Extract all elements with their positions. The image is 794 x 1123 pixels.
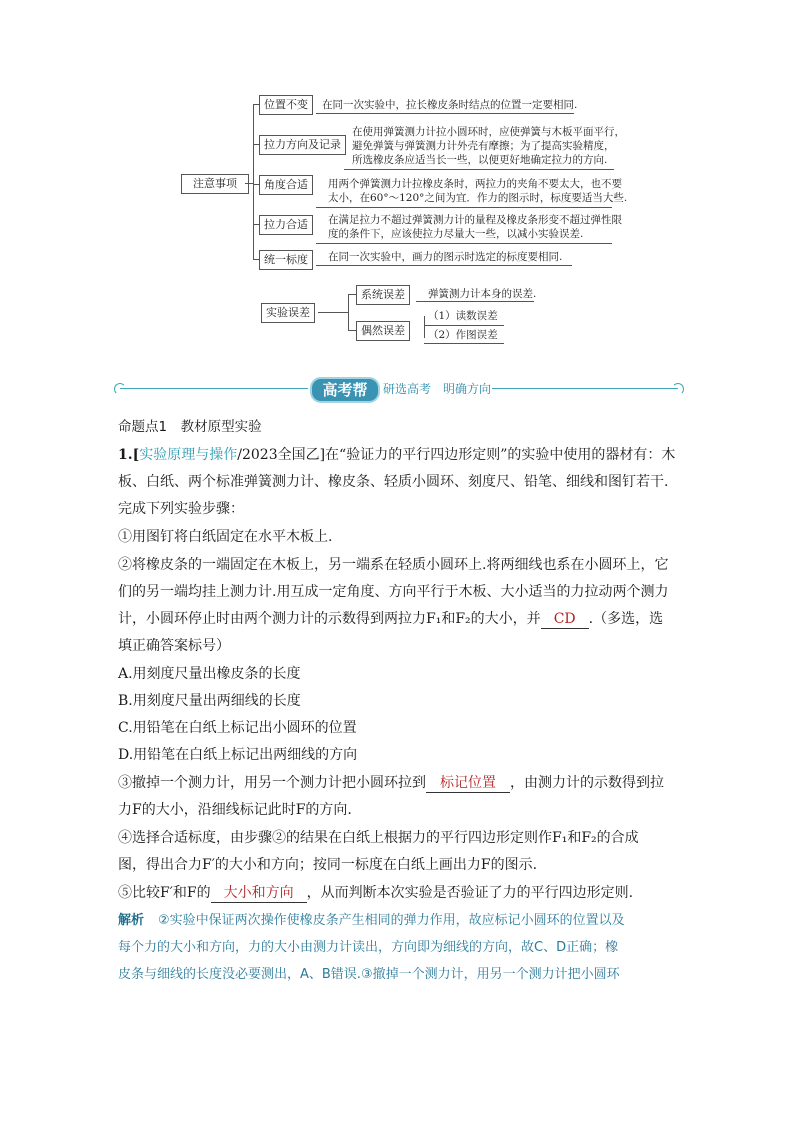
- question-tag: 实验原理与操作: [139, 447, 238, 463]
- mindmap-random-error-note-1: （1）读数误差: [428, 310, 498, 322]
- question-line-1: [118, 446, 675, 464]
- option-b: B.用刻度尺量出两细线的长度: [118, 693, 301, 709]
- step-2-text: 计，小圆环停止时由两个测力计的示数得到两拉力F₁和F₂的大小，并: [118, 611, 541, 627]
- connector: [318, 312, 348, 313]
- connector: [348, 294, 349, 330]
- banner-line-left: [120, 388, 308, 389]
- connector: [253, 104, 254, 259]
- mindmap-system-error: 系统误差: [356, 285, 410, 305]
- underline: [344, 169, 614, 170]
- mindmap-item-force-direction: 拉力方向及记录: [259, 135, 346, 155]
- step-5: [118, 884, 633, 903]
- mindmap-random-error: 偶然误差: [356, 321, 410, 341]
- banner-curl-right: [672, 383, 684, 395]
- step-2-suffix: .（多选，选: [588, 611, 664, 627]
- step-2-line-1: ②将橡皮条的一端固定在木板上，另一端系在轻质小圆环上.将两细线也系在小圆环上，它: [118, 557, 669, 573]
- step-4-line-1: ④选择合适标度，由步骤②的结果在白纸上根据力的平行四边形定则作F₁和F₂的合成: [118, 830, 639, 846]
- question-source: /2023全国乙]在“验证力的平行四边形定则”的实验中使用的器材有：木: [237, 447, 676, 463]
- step-5-text: ⑤比较F′和F的: [118, 885, 211, 901]
- mindmap-note-angle-1: 用两个弹簧测力计拉橡皮条时，两拉力的夹角不要太大，也不要: [328, 178, 622, 190]
- underline: [316, 207, 612, 208]
- underline: [316, 113, 574, 114]
- connector: [245, 183, 253, 184]
- step-2-line-4: 填正确答案标号）: [118, 638, 230, 654]
- mindmap-system-error-note: 弹簧测力计本身的误差.: [428, 288, 537, 300]
- banner-badge: 高考帮: [310, 377, 380, 403]
- step-1: ①用图钉将白纸固定在水平木板上.: [118, 529, 333, 545]
- question-line-2: 板、白纸、两个标准弹簧测力计、橡皮条、轻质小圆环、刻度尺、铅笔、细线和图钉若干.: [118, 474, 669, 490]
- mindmap-item-force-size: 拉力合适: [259, 215, 313, 235]
- step-2-line-3: [118, 610, 663, 629]
- step-5-suffix: ，从而判断本次实验是否验证了力的平行四边形定则.: [306, 885, 634, 901]
- question-number: 1.[: [118, 447, 140, 463]
- banner-line-right: [492, 388, 678, 389]
- step-2-line-2: 们的另一端均挂上测力计.用互成一定角度、方向平行于木板、大小适当的力拉动两个测力: [118, 584, 669, 600]
- option-d: D.用铅笔在白纸上标记出两细线的方向: [118, 747, 358, 763]
- solution-text-1: ②实验中保证两次操作使橡皮条产生相同的弹力作用，故应标记小圆环的位置以及: [158, 913, 625, 928]
- solution-label: 解析: [118, 913, 145, 928]
- mindmap-note-force-direction-2: 避免弹簧与弹簧测力计外壳有摩擦；为了提高实验精度，: [352, 140, 615, 152]
- connector: [424, 316, 425, 338]
- solution-line-1: [118, 912, 625, 930]
- mindmap-item-angle: 角度合适: [259, 175, 313, 195]
- step-3-text: ③撤掉一个测力计，用另一个测力计把小圆环拉到: [118, 775, 426, 791]
- mindmap-note-force-size-1: 在满足拉力不超过弹簧测力计的量程及橡皮条形变不超过弹性限: [328, 214, 622, 226]
- step-3-line-1: [118, 774, 664, 793]
- underline: [316, 243, 612, 244]
- banner-curl-left: [114, 383, 126, 395]
- mindmap-root-errors: 实验误差: [261, 303, 315, 323]
- underline: [424, 325, 504, 326]
- mindmap-note-force-direction-1: 在使用弹簧测力计拉小圆环时，应使弹簧与木板平面平行，: [352, 126, 625, 138]
- option-c: C.用铅笔在白纸上标记出小圆环的位置: [118, 720, 357, 736]
- topic-heading: 命题点1 教材原型实验: [118, 419, 262, 435]
- banner-subtitle: 研选高考 明确方向: [383, 382, 492, 396]
- mindmap-note-force-size-2: 度的条件下，应该使拉力尽量大一些，以减小实验误差.: [328, 228, 584, 240]
- answer-blank-3: 大小和方向: [211, 884, 307, 903]
- mindmap-item-position: 位置不变: [259, 95, 313, 115]
- solution-line-2: 每个力的大小和方向，力的大小由测力计读出，方向即为细线的方向，故C、D正确；橡: [118, 940, 619, 955]
- connector: [348, 294, 356, 295]
- mindmap-note-angle-2: 太小，在60°～120°之间为宜．作力的图示时，标度要适当大些.: [328, 192, 628, 204]
- underline: [424, 343, 504, 344]
- mindmap-note-scale: 在同一次实验中，画力的图示时选定的标度要相同.: [328, 251, 563, 263]
- step-3-line-2: 力F的大小，沿细线标记此时F的方向.: [118, 802, 352, 818]
- step-3-suffix: ，由测力计的示数得到拉: [510, 775, 664, 791]
- mindmap-note-position: 在同一次实验中，拉长橡皮条时结点的位置一定要相同.: [322, 99, 578, 111]
- underline: [316, 265, 572, 266]
- connector: [348, 330, 356, 331]
- mindmap-item-scale: 统一标度: [259, 250, 313, 270]
- step-4-line-2: 图，得出合力F′的大小和方向；按同一标度在白纸上画出力F的图示.: [118, 857, 538, 873]
- mindmap-random-error-note-2: （2）作图误差: [428, 329, 498, 341]
- answer-blank-2: 标记位置: [426, 774, 510, 793]
- mindmap-note-force-direction-3: 所选橡皮条应适当长一些，以便更好地确定拉力的方向.: [352, 154, 608, 166]
- option-a: A.用刻度尺量出橡皮条的长度: [118, 666, 301, 682]
- answer-blank-1: CD: [541, 610, 589, 629]
- question-line-3: 完成下列实验步骤：: [118, 501, 244, 517]
- solution-line-3: 皮条与细线的长度没必要测出，A、B错误.③撤掉一个测力计，用另一个测力计把小圆环: [118, 967, 620, 982]
- underline: [416, 301, 534, 302]
- mindmap-root-precautions: 注意事项: [181, 174, 249, 194]
